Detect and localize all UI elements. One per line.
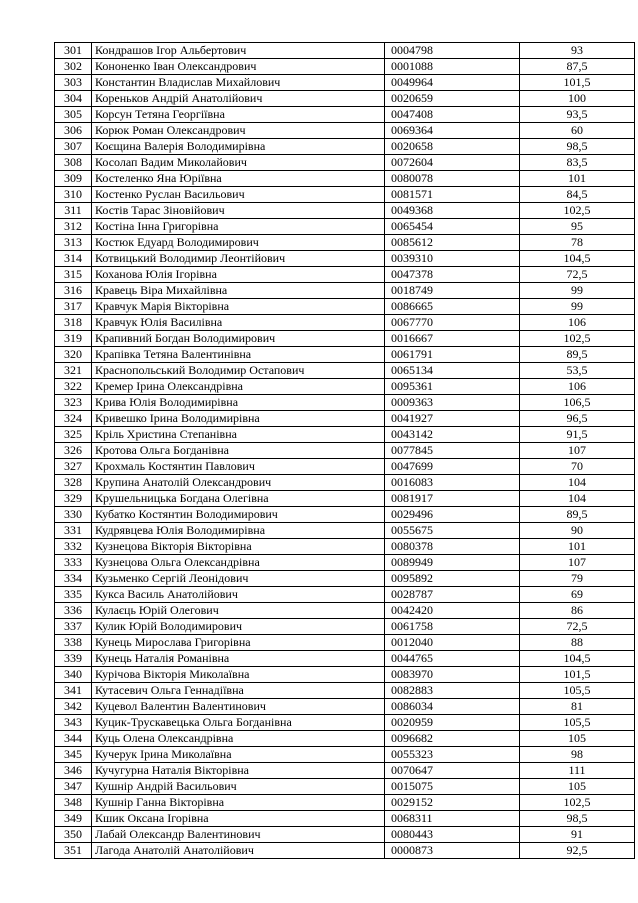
table-row: [55, 427, 635, 443]
full-name-cell: Крива Юлія Володимирівна: [92, 395, 385, 411]
full-name-cell: Кривешко Ірина Володимирівна: [92, 411, 385, 427]
score-cell: 84,5: [520, 187, 635, 203]
row-number-cell: 340: [55, 667, 92, 683]
table-row: [55, 555, 635, 571]
table-row: [55, 171, 635, 187]
full-name-cell: Кротова Ольга Богданівна: [92, 443, 385, 459]
row-number-cell: 314: [55, 251, 92, 267]
table-row: [55, 843, 635, 859]
score-cell: 98: [520, 747, 635, 763]
row-number-cell: 341: [55, 683, 92, 699]
table-row: [55, 763, 635, 779]
row-number-cell: 339: [55, 651, 92, 667]
row-number-cell: 318: [55, 315, 92, 331]
table-row: [55, 123, 635, 139]
row-number-cell: 342: [55, 699, 92, 715]
table-row: [55, 299, 635, 315]
table-row: [55, 267, 635, 283]
row-number-cell: 332: [55, 539, 92, 555]
id-code-cell: 0055323: [385, 747, 520, 763]
score-cell: 92,5: [520, 843, 635, 859]
row-number-cell: 345: [55, 747, 92, 763]
full-name-cell: Костів Тарас Зіновійович: [92, 203, 385, 219]
full-name-cell: Кукса Василь Анатолійович: [92, 587, 385, 603]
score-cell: 104: [520, 475, 635, 491]
score-cell: 100: [520, 91, 635, 107]
full-name-cell: Крохмаль Костянтин Павлович: [92, 459, 385, 475]
full-name-cell: Кравчук Юлія Василівна: [92, 315, 385, 331]
full-name-cell: Кононенко Іван Олександрович: [92, 59, 385, 75]
row-number-cell: 326: [55, 443, 92, 459]
score-cell: 104: [520, 491, 635, 507]
id-code-cell: 0081917: [385, 491, 520, 507]
full-name-cell: Коєщина Валерія Володимирівна: [92, 139, 385, 155]
id-code-cell: 0018749: [385, 283, 520, 299]
table-row: [55, 683, 635, 699]
table-row: [55, 411, 635, 427]
id-code-cell: 0085612: [385, 235, 520, 251]
row-number-cell: 317: [55, 299, 92, 315]
id-code-cell: 0049368: [385, 203, 520, 219]
id-code-cell: 0020659: [385, 91, 520, 107]
full-name-cell: Куцик-Трускавецька Ольга Богданівна: [92, 715, 385, 731]
table-row: [55, 187, 635, 203]
full-name-cell: Кулаєць Юрій Олегович: [92, 603, 385, 619]
table-row: [55, 43, 635, 59]
table-row: [55, 587, 635, 603]
score-cell: 53,5: [520, 363, 635, 379]
row-number-cell: 309: [55, 171, 92, 187]
table-row: [55, 523, 635, 539]
id-code-cell: 0077845: [385, 443, 520, 459]
full-name-cell: Краснопольський Володимир Остапович: [92, 363, 385, 379]
row-number-cell: 312: [55, 219, 92, 235]
id-code-cell: 0029152: [385, 795, 520, 811]
score-cell: 101: [520, 171, 635, 187]
table-row: [55, 715, 635, 731]
row-number-cell: 344: [55, 731, 92, 747]
id-code-cell: 0016667: [385, 331, 520, 347]
table-row: [55, 91, 635, 107]
table-row: [55, 731, 635, 747]
id-code-cell: 0047378: [385, 267, 520, 283]
full-name-cell: Косолап Вадим Миколайович: [92, 155, 385, 171]
full-name-cell: Кондрашов Ігор Альбертович: [92, 43, 385, 59]
full-name-cell: Кубатко Костянтин Володимирович: [92, 507, 385, 523]
score-cell: 90: [520, 523, 635, 539]
row-number-cell: 337: [55, 619, 92, 635]
id-code-cell: 0016083: [385, 475, 520, 491]
score-cell: 107: [520, 555, 635, 571]
row-number-cell: 338: [55, 635, 92, 651]
score-cell: 86: [520, 603, 635, 619]
score-cell: 102,5: [520, 331, 635, 347]
full-name-cell: Кулик Юрій Володимирович: [92, 619, 385, 635]
full-name-cell: Кріль Христина Степанівна: [92, 427, 385, 443]
results-table-body: [55, 43, 635, 859]
full-name-cell: Куцевол Валентин Валентинович: [92, 699, 385, 715]
row-number-cell: 315: [55, 267, 92, 283]
full-name-cell: Костіна Інна Григорівна: [92, 219, 385, 235]
table-row: [55, 699, 635, 715]
id-code-cell: 0049964: [385, 75, 520, 91]
table-row: [55, 571, 635, 587]
score-cell: 93,5: [520, 107, 635, 123]
score-cell: 98,5: [520, 811, 635, 827]
id-code-cell: 0041927: [385, 411, 520, 427]
id-code-cell: 0089949: [385, 555, 520, 571]
score-cell: 72,5: [520, 619, 635, 635]
row-number-cell: 307: [55, 139, 92, 155]
full-name-cell: Кшик Оксана Ігорівна: [92, 811, 385, 827]
score-cell: 89,5: [520, 507, 635, 523]
table-row: [55, 395, 635, 411]
score-cell: 102,5: [520, 795, 635, 811]
table-row: [55, 251, 635, 267]
score-cell: 101: [520, 539, 635, 555]
id-code-cell: 0095361: [385, 379, 520, 395]
score-cell: 104,5: [520, 651, 635, 667]
score-cell: 69: [520, 587, 635, 603]
row-number-cell: 334: [55, 571, 92, 587]
full-name-cell: Костюк Едуард Володимирович: [92, 235, 385, 251]
row-number-cell: 349: [55, 811, 92, 827]
score-cell: 106: [520, 315, 635, 331]
full-name-cell: Кузнецова Вікторія Вікторівна: [92, 539, 385, 555]
id-code-cell: 0029496: [385, 507, 520, 523]
table-row: [55, 363, 635, 379]
row-number-cell: 316: [55, 283, 92, 299]
table-row: [55, 795, 635, 811]
score-cell: 105,5: [520, 715, 635, 731]
row-number-cell: 302: [55, 59, 92, 75]
row-number-cell: 305: [55, 107, 92, 123]
score-cell: 78: [520, 235, 635, 251]
row-number-cell: 320: [55, 347, 92, 363]
full-name-cell: Лагода Анатолій Анатолійович: [92, 843, 385, 859]
id-code-cell: 0000873: [385, 843, 520, 859]
id-code-cell: 0080443: [385, 827, 520, 843]
id-code-cell: 0069364: [385, 123, 520, 139]
row-number-cell: 336: [55, 603, 92, 619]
score-cell: 95: [520, 219, 635, 235]
table-row: [55, 315, 635, 331]
score-cell: 101,5: [520, 667, 635, 683]
table-row: [55, 219, 635, 235]
full-name-cell: Кушнір Андрій Васильович: [92, 779, 385, 795]
full-name-cell: Кравець Віра Михайлівна: [92, 283, 385, 299]
id-code-cell: 0065134: [385, 363, 520, 379]
score-cell: 105: [520, 731, 635, 747]
full-name-cell: Лабай Олександр Валентинович: [92, 827, 385, 843]
row-number-cell: 327: [55, 459, 92, 475]
table-row: [55, 379, 635, 395]
table-row: [55, 459, 635, 475]
score-cell: 83,5: [520, 155, 635, 171]
id-code-cell: 0009363: [385, 395, 520, 411]
table-row: [55, 635, 635, 651]
id-code-cell: 0083970: [385, 667, 520, 683]
score-cell: 102,5: [520, 203, 635, 219]
row-number-cell: 310: [55, 187, 92, 203]
row-number-cell: 311: [55, 203, 92, 219]
table-row: [55, 75, 635, 91]
full-name-cell: Кутасевич Ольга Геннадіївна: [92, 683, 385, 699]
full-name-cell: Костеленко Яна Юріївна: [92, 171, 385, 187]
score-cell: 99: [520, 299, 635, 315]
table-row: [55, 331, 635, 347]
full-name-cell: Кучерук Ірина Миколаївна: [92, 747, 385, 763]
table-row: [55, 139, 635, 155]
score-cell: 106,5: [520, 395, 635, 411]
row-number-cell: 333: [55, 555, 92, 571]
table-row: [55, 235, 635, 251]
score-cell: 101,5: [520, 75, 635, 91]
row-number-cell: 321: [55, 363, 92, 379]
table-row: [55, 603, 635, 619]
table-row: [55, 619, 635, 635]
id-code-cell: 0042420: [385, 603, 520, 619]
table-row: [55, 107, 635, 123]
id-code-cell: 0082883: [385, 683, 520, 699]
score-cell: 91: [520, 827, 635, 843]
score-cell: 106: [520, 379, 635, 395]
score-cell: 99: [520, 283, 635, 299]
table-row: [55, 539, 635, 555]
id-code-cell: 0020959: [385, 715, 520, 731]
full-name-cell: Коханова Юлія Ігорівна: [92, 267, 385, 283]
score-cell: 111: [520, 763, 635, 779]
id-code-cell: 0086665: [385, 299, 520, 315]
score-cell: 89,5: [520, 347, 635, 363]
table-row: [55, 59, 635, 75]
table-row: [55, 811, 635, 827]
score-cell: 79: [520, 571, 635, 587]
full-name-cell: Котвицький Володимир Леонтійович: [92, 251, 385, 267]
score-cell: 107: [520, 443, 635, 459]
id-code-cell: 0004798: [385, 43, 520, 59]
score-cell: 96,5: [520, 411, 635, 427]
id-code-cell: 0012040: [385, 635, 520, 651]
row-number-cell: 308: [55, 155, 92, 171]
score-cell: 98,5: [520, 139, 635, 155]
table-row: [55, 747, 635, 763]
row-number-cell: 335: [55, 587, 92, 603]
id-code-cell: 0072604: [385, 155, 520, 171]
row-number-cell: 301: [55, 43, 92, 59]
score-cell: 91,5: [520, 427, 635, 443]
row-number-cell: 346: [55, 763, 92, 779]
id-code-cell: 0081571: [385, 187, 520, 203]
score-cell: 60: [520, 123, 635, 139]
table-row: [55, 155, 635, 171]
id-code-cell: 0055675: [385, 523, 520, 539]
table-row: [55, 667, 635, 683]
full-name-cell: Куць Олена Олександрівна: [92, 731, 385, 747]
score-cell: 87,5: [520, 59, 635, 75]
table-row: [55, 491, 635, 507]
score-cell: 105,5: [520, 683, 635, 699]
results-table: [54, 42, 635, 859]
id-code-cell: 0086034: [385, 699, 520, 715]
table-row: [55, 651, 635, 667]
score-cell: 72,5: [520, 267, 635, 283]
score-cell: 93: [520, 43, 635, 59]
id-code-cell: 0070647: [385, 763, 520, 779]
full-name-cell: Курічова Вікторія Миколаївна: [92, 667, 385, 683]
full-name-cell: Кудрявцева Юлія Володимирівна: [92, 523, 385, 539]
id-code-cell: 0080078: [385, 171, 520, 187]
id-code-cell: 0061758: [385, 619, 520, 635]
row-number-cell: 304: [55, 91, 92, 107]
table-row: [55, 507, 635, 523]
row-number-cell: 343: [55, 715, 92, 731]
row-number-cell: 330: [55, 507, 92, 523]
row-number-cell: 313: [55, 235, 92, 251]
table-row: [55, 203, 635, 219]
table-row: [55, 443, 635, 459]
score-cell: 105: [520, 779, 635, 795]
full-name-cell: Кравчук Марія Вікторівна: [92, 299, 385, 315]
full-name-cell: Кунець Мирослава Григорівна: [92, 635, 385, 651]
row-number-cell: 347: [55, 779, 92, 795]
full-name-cell: Кореньков Андрій Анатолійович: [92, 91, 385, 107]
full-name-cell: Кунець Наталія Романівна: [92, 651, 385, 667]
row-number-cell: 303: [55, 75, 92, 91]
id-code-cell: 0080378: [385, 539, 520, 555]
row-number-cell: 331: [55, 523, 92, 539]
id-code-cell: 0067770: [385, 315, 520, 331]
full-name-cell: Кушнір Ганна Вікторівна: [92, 795, 385, 811]
row-number-cell: 325: [55, 427, 92, 443]
id-code-cell: 0047408: [385, 107, 520, 123]
full-name-cell: Крушельницька Богдана Олегівна: [92, 491, 385, 507]
score-cell: 81: [520, 699, 635, 715]
id-code-cell: 0065454: [385, 219, 520, 235]
full-name-cell: Крапівка Тетяна Валентинівна: [92, 347, 385, 363]
table-row: [55, 283, 635, 299]
row-number-cell: 306: [55, 123, 92, 139]
id-code-cell: 0061791: [385, 347, 520, 363]
id-code-cell: 0095892: [385, 571, 520, 587]
score-cell: 70: [520, 459, 635, 475]
id-code-cell: 0096682: [385, 731, 520, 747]
row-number-cell: 319: [55, 331, 92, 347]
row-number-cell: 348: [55, 795, 92, 811]
table-row: [55, 475, 635, 491]
table-row: [55, 347, 635, 363]
full-name-cell: Кузьменко Сергій Леонідович: [92, 571, 385, 587]
id-code-cell: 0015075: [385, 779, 520, 795]
full-name-cell: Кузнецова Ольга Олександрівна: [92, 555, 385, 571]
row-number-cell: 328: [55, 475, 92, 491]
id-code-cell: 0068311: [385, 811, 520, 827]
full-name-cell: Константин Владислав Михайлович: [92, 75, 385, 91]
row-number-cell: 350: [55, 827, 92, 843]
row-number-cell: 324: [55, 411, 92, 427]
table-row: [55, 779, 635, 795]
id-code-cell: 0047699: [385, 459, 520, 475]
id-code-cell: 0039310: [385, 251, 520, 267]
row-number-cell: 351: [55, 843, 92, 859]
score-cell: 88: [520, 635, 635, 651]
full-name-cell: Крапивний Богдан Володимирович: [92, 331, 385, 347]
id-code-cell: 0028787: [385, 587, 520, 603]
row-number-cell: 322: [55, 379, 92, 395]
full-name-cell: Корсун Тетяна Георгіївна: [92, 107, 385, 123]
table-row: [55, 827, 635, 843]
full-name-cell: Кремер Ірина Олександрівна: [92, 379, 385, 395]
full-name-cell: Корюк Роман Олександрович: [92, 123, 385, 139]
full-name-cell: Кучугурна Наталія Вікторівна: [92, 763, 385, 779]
score-cell: 104,5: [520, 251, 635, 267]
full-name-cell: Крупина Анатолій Олександрович: [92, 475, 385, 491]
row-number-cell: 323: [55, 395, 92, 411]
id-code-cell: 0043142: [385, 427, 520, 443]
id-code-cell: 0001088: [385, 59, 520, 75]
id-code-cell: 0020658: [385, 139, 520, 155]
id-code-cell: 0044765: [385, 651, 520, 667]
row-number-cell: 329: [55, 491, 92, 507]
full-name-cell: Костенко Руслан Васильович: [92, 187, 385, 203]
